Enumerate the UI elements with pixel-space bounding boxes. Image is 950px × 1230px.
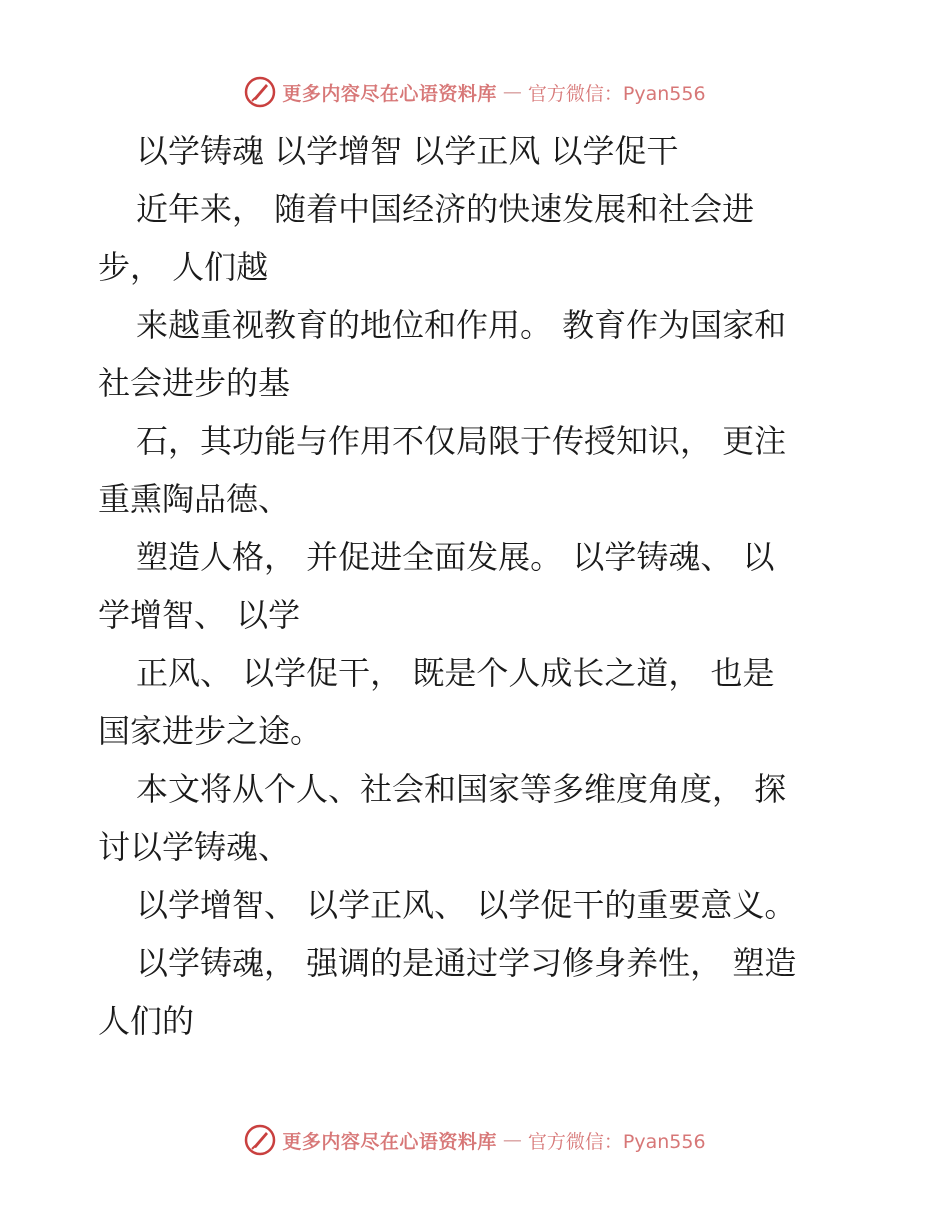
text-line: 来越重视教育的地位和作用。 教育作为国家和 [136,306,787,344]
text-line: 石，其功能与作用不仅局限于传授知识， 更注 [136,422,787,460]
footer-watermark [0,1120,950,1160]
text-line: 以学增智、 以学正风、 以学促干的重要意义。 [136,886,797,924]
text-line: 塑造人格， 并促进全面发展。 以学铸魂、 以 [136,538,775,576]
text-line: 近年来， 随着中国经济的快速发展和社会进 [136,190,755,228]
text-line: 步， 人们越 [98,248,269,286]
watermark-site-text: 更多内容尽在心语资料库 [282,82,497,105]
text-line: 以学铸魂， 强调的是通过学习修身养性， 塑造 [136,944,797,982]
text-line: 以学铸魂 以学增智 以学正风 以学促干 [136,132,679,170]
text-line: 讨以学铸魂、 [98,828,291,866]
watermark-wechat-text: 官方微信：Pyan556 [527,82,706,105]
quill-logo-icon [244,1124,276,1156]
text-line: 人们的 [98,1002,195,1040]
watermark-dash: — [502,1129,522,1151]
text-line: 国家进步之途。 [98,712,323,750]
text-line: 重熏陶品德、 [98,480,291,518]
document-body [98,122,858,1050]
text-line: 正风、 以学促干， 既是个人成长之道， 也是 [136,654,775,692]
watermark-wechat-text: 官方微信：Pyan556 [527,1130,706,1153]
text-line: 社会进步的基 [98,364,291,402]
quill-logo-icon [244,76,276,108]
watermark-site-text: 更多内容尽在心语资料库 [282,1130,497,1153]
watermark-dash: — [502,81,522,103]
text-line: 本文将从个人、社会和国家等多维度角度， 探 [136,770,787,808]
header-watermark [0,72,950,112]
text-line: 学增智、 以学 [98,596,301,634]
